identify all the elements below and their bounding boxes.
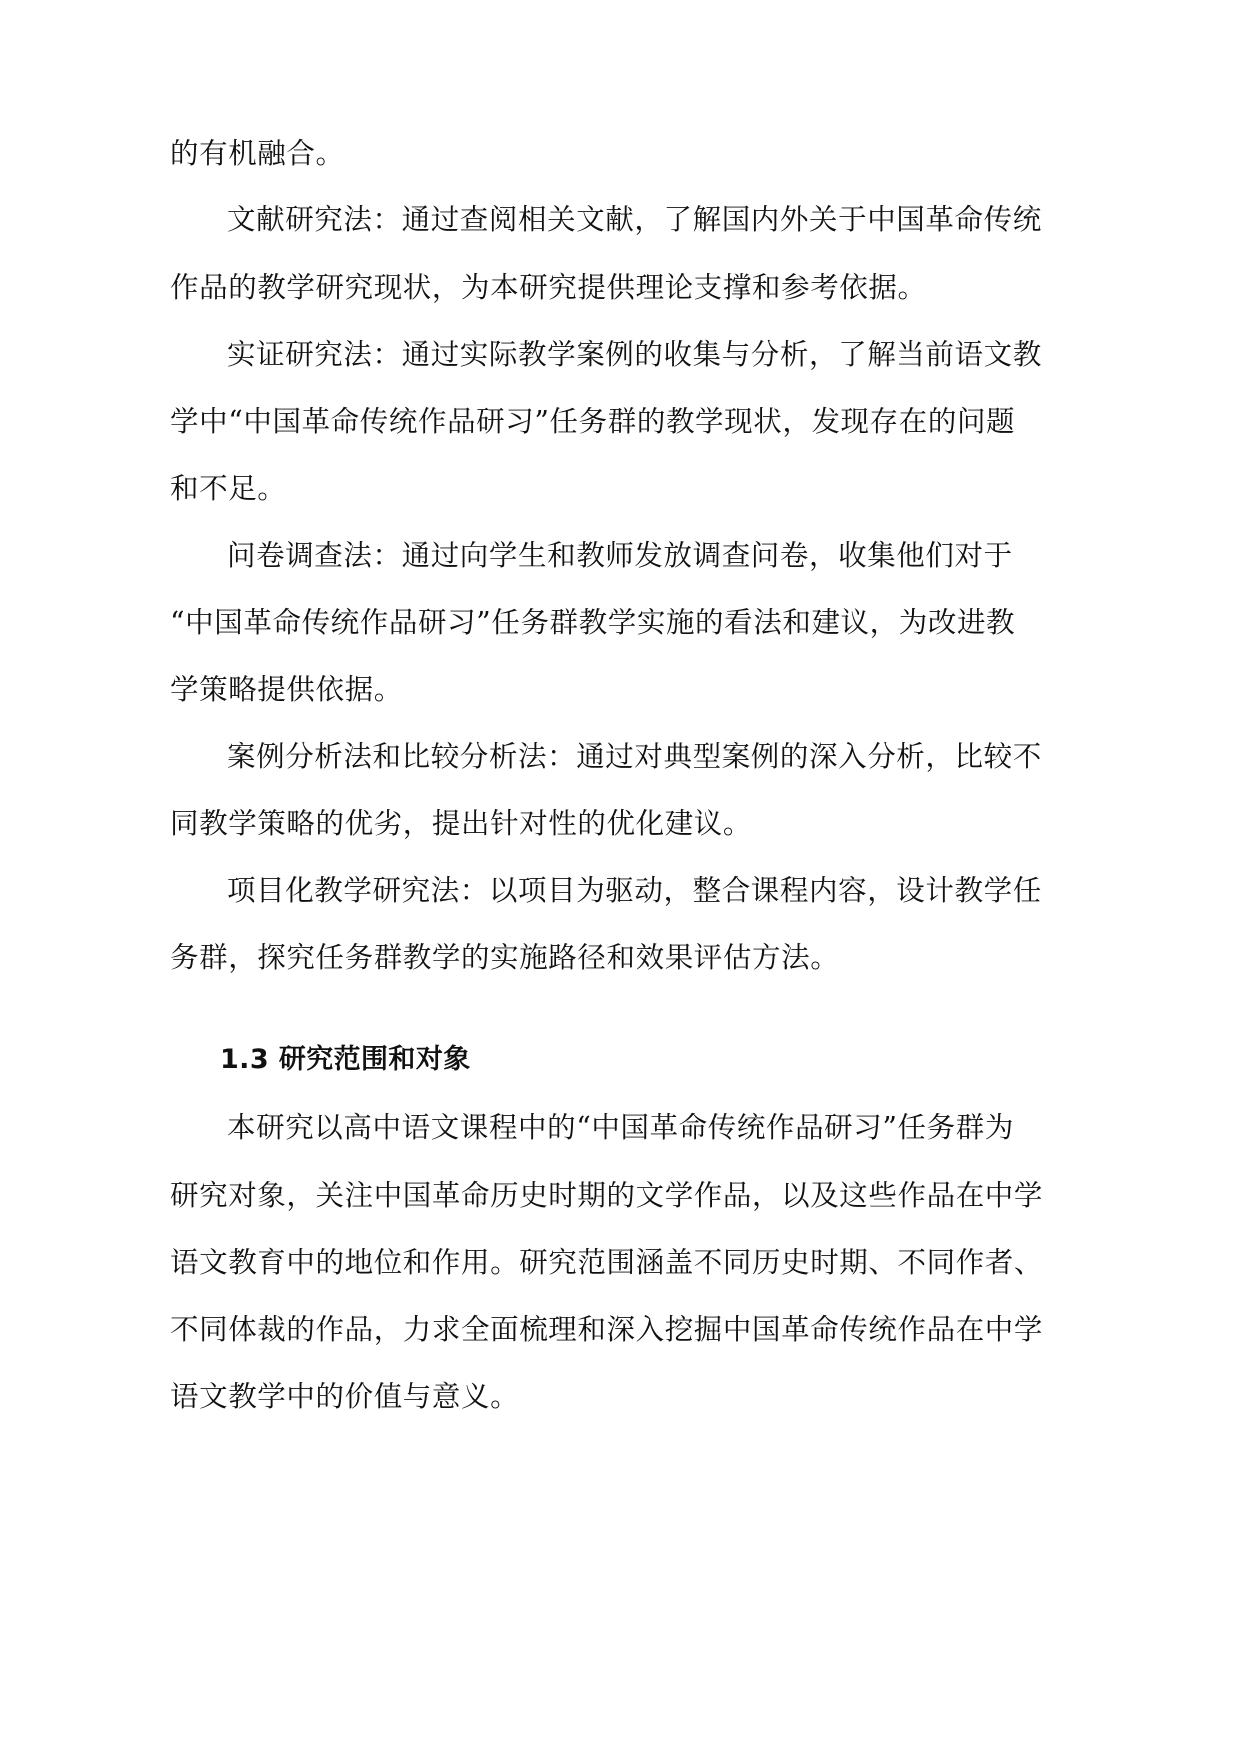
paragraph-first-line [170,335,1042,375]
text-line: 和不足。 [170,472,287,505]
text-line: 实证研究法：通过实际教学案例的收集与分析，了解当前语文教 [227,338,1042,371]
text-line: 语文教学中的价值与意义。 [170,1380,520,1413]
text-line: 问卷调查法：通过向学生和教师发放调查问卷，收集他们对于 [227,539,1013,572]
text-line: 务群，探究任务群教学的实施路径和效果评估方法。 [170,941,840,974]
text-line: 语文教育中的地位和作用。研究范围涵盖不同历史时期、不同作者、 [170,1246,1044,1279]
paragraph-first-line [170,871,1042,911]
text-line: 项目化教学研究法：以项目为驱动，整合课程内容，设计教学任 [227,874,1042,907]
text-line: 研究对象，关注中国革命历史时期的文学作品，以及这些作品在中学 [170,1179,1044,1212]
text-line: 作品的教学研究现状，为本研究提供理论支撑和参考依据。 [170,271,927,304]
paragraph-first-line [170,737,1042,777]
paragraph-first-line [170,200,1042,240]
section-heading: 1.3 研究范围和对象 [220,1044,471,1075]
paragraph-first-line [170,1108,1014,1148]
text-line: 同教学策略的优劣，提出针对性的优化建议。 [170,807,753,840]
text-line: 文献研究法：通过查阅相关文献，了解国内外关于中国革命传统 [227,203,1042,236]
text-line: 不同体裁的作品，力求全面梳理和深入挖掘中国革命传统作品在中学 [170,1313,1044,1346]
text-line: 本研究以高中语文课程中的“中国革命传统作品研习”任务群为 [227,1111,1014,1144]
text-line: 的有机融合。 [170,137,345,170]
text-line: 学策略提供依据。 [170,673,403,706]
text-line: 学中“中国革命传统作品研习”任务群的教学现状，发现存在的问题 [170,405,1016,438]
paragraph-first-line [170,536,1013,576]
text-line: “中国革命传统作品研习”任务群教学实施的看法和建议，为改进教 [170,606,1016,639]
text-line: 案例分析法和比较分析法：通过对典型案例的深入分析，比较不 [227,740,1042,773]
